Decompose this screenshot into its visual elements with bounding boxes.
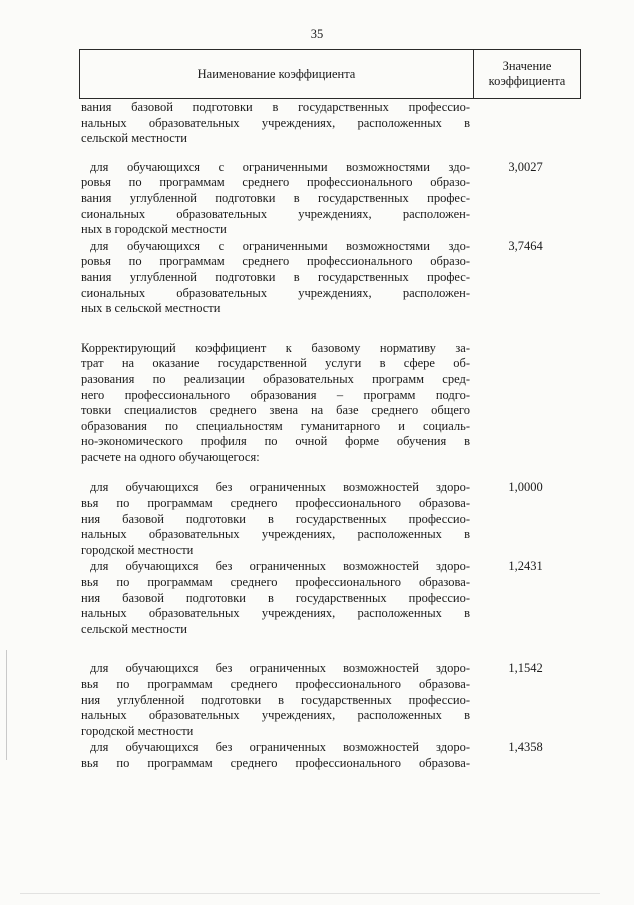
coefficient-description [81,480,470,558]
text-line: вья по программам среднего профессионального образова- [81,575,470,590]
coefficient-description [81,160,470,238]
coefficient-description [81,100,470,147]
coefficient-value: 1,2431 [508,559,543,574]
text-line: вья по программам среднего профессионального образова- [81,755,470,770]
text-line: вания углубленной подготовки в государственных профес- [81,190,470,205]
text-line: вания базовой подготовки в государственных профессио- [81,100,470,114]
page-number: 35 [310,27,324,41]
coefficient-value: 1,4358 [508,740,543,755]
text-line: для обучающихся без ограниченных возможностей здоро- [90,661,470,676]
table-header [79,49,581,99]
table-row [81,239,581,317]
text-line: для обучающихся с ограниченными возможностями здо- [90,238,470,253]
text-line: образования по специальностям гуманитарного и социаль- [81,418,470,433]
coefficient-heading [81,341,470,466]
text-line: но-экономического профиля по очной форме обучения в [81,434,470,449]
text-line: для обучающихся без ограниченных возможностей здоро- [90,480,470,495]
text-line: вья по программам среднего профессионального образова- [81,677,470,691]
table-row [81,160,581,238]
text-line: расчете на одного обучающегося: [81,449,260,464]
text-line: трат на оказание государственной услуги в сфере об- [81,356,470,371]
column-header-value-line1: Значение [502,59,552,73]
text-line: разования по реализации образовательных программ сред- [81,371,470,386]
text-line: сиональных образовательных учреждениях, расположен- [81,206,470,221]
text-line: ровья по программам среднего профессионального образо- [81,175,470,190]
coefficient-value [470,341,581,466]
scan-artifact [20,893,600,894]
text-line: вания углубленной подготовки в государственных профес- [81,269,470,284]
text-line: для обучающихся без ограниченных возможностей здоро- [90,559,470,574]
text-line: Корректирующий коэффициент к базовому нормативу за- [81,340,470,355]
coefficient-value: 1,1542 [508,661,543,676]
coefficient-description [81,740,470,771]
table-row [81,559,581,637]
text-line: сельской местности [81,131,187,146]
text-line: городской местности [81,542,194,557]
table-row [81,480,581,558]
coefficient-value: 3,0027 [508,159,543,174]
coefficient-table-body [81,100,581,772]
text-line: для обучающихся без ограниченных возможностей здоро- [90,740,470,755]
text-line: нальных образовательных учреждениях, расположенных в [81,527,470,542]
coefficient-value: 3,7464 [508,238,543,253]
coefficient-description [81,661,470,739]
text-line: него профессионального образования – программ подго- [81,387,470,402]
text-line: сиональных образовательных учреждениях, расположен- [81,285,470,300]
coefficient-description [81,239,470,317]
text-line: вья по программам среднего профессионального образова- [81,496,470,511]
text-line: нальных образовательных учреждениях, расположенных в [81,115,470,130]
text-line: ния углубленной подготовки в государственных профессио- [81,692,470,707]
column-header-value-line2: коэффициента [488,74,566,88]
coefficient-description [81,559,470,637]
scan-artifact [6,650,7,760]
text-line: ровья по программам среднего профессионального образо- [81,254,470,269]
text-line: ных в сельской местности [81,301,221,316]
text-line: ния базовой подготовки в государственных профессио- [81,511,470,526]
text-line: нальных образовательных учреждениях, расположенных в [81,708,470,723]
text-line: ных в городской местности [81,222,227,237]
text-line: ния базовой подготовки в государственных профессио- [81,590,470,605]
text-line: сельской местности [81,621,187,636]
table-row [81,661,581,739]
text-line: нальных образовательных учреждениях, расположенных в [81,606,470,621]
text-line: для обучающихся с ограниченными возможностями здо- [90,159,470,174]
table-row [81,740,581,771]
coefficient-value [470,100,581,147]
column-header-name: Наименование коэффициента [197,66,356,81]
text-line: товки специалистов среднего звена на базе среднего общего [81,403,470,418]
coefficient-value: 1,0000 [508,480,543,495]
text-line: городской местности [81,723,194,738]
table-row [81,341,581,466]
column-header-value [474,50,580,98]
table-row [81,100,581,147]
